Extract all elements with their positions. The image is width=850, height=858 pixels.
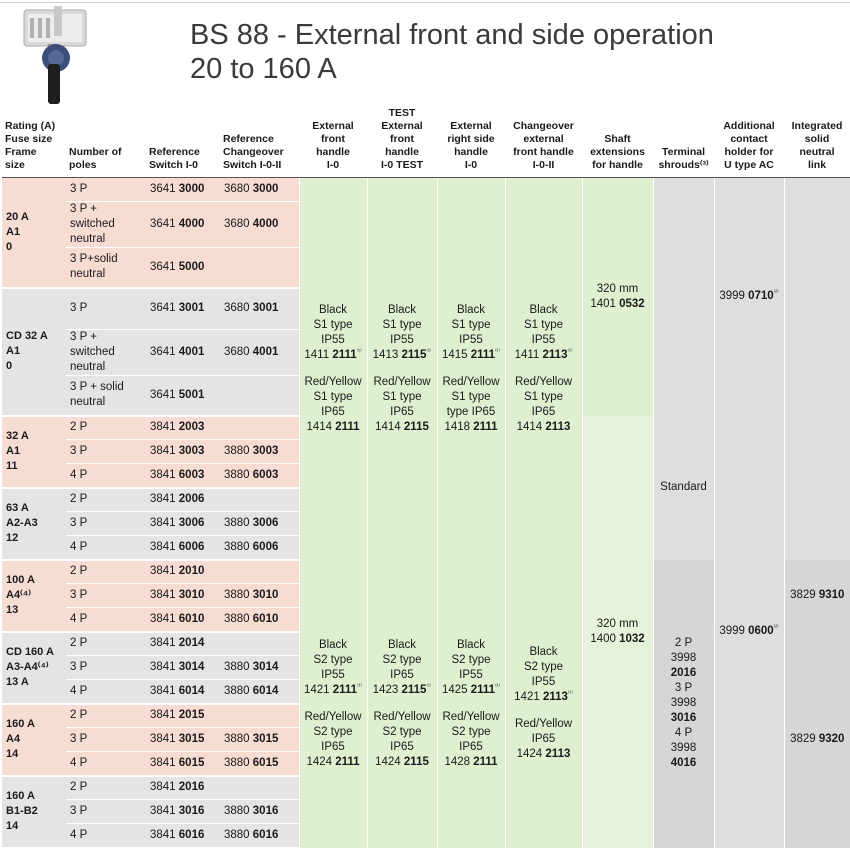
spec-table <box>2 106 850 849</box>
switch-ref-cell: 3641 3001 <box>146 288 220 330</box>
changeover-ref-cell <box>220 560 299 584</box>
rating-cell: CD 160 A A3-A4⁽⁴⁾ 13 A <box>2 632 66 704</box>
changeover-ref-cell: 3680 3000 <box>220 178 299 202</box>
poles-cell: 4 P <box>66 752 146 776</box>
column-header: Reference Switch I-0 <box>146 106 220 178</box>
header-row <box>2 106 850 178</box>
poles-cell: 3 P <box>66 656 146 680</box>
poles-cell: 4 P <box>66 608 146 632</box>
changeover-ref-cell: 3880 3003 <box>220 440 299 464</box>
switch-ref-cell: 3841 2006 <box>146 488 220 512</box>
handle-test-s1: Black S1 type IP55 1413 $2115^{^{(1)}}$ Red/Yellow S1 type IP65 1414 2115 <box>367 178 437 560</box>
switch-ref-cell: 3841 6015 <box>146 752 220 776</box>
changeover-ref-cell <box>220 248 299 288</box>
handle-test-s2: Black S2 type IP65 1423 $2115^{^{(1)}}$ Red/Yellow S2 type IP65 1424 2115 <box>367 560 437 848</box>
switch-ref-cell: 3841 2015 <box>146 704 220 728</box>
switch-ref-cell: 3841 2003 <box>146 416 220 440</box>
changeover-ref-cell: 3880 6006 <box>220 536 299 560</box>
poles-cell: 3 P <box>66 728 146 752</box>
column-header: TEST External front handle I-0 TEST <box>367 106 437 178</box>
neutral-link-a: 3829 9310 <box>784 560 850 632</box>
switch-ref-cell: 3641 5000 <box>146 248 220 288</box>
poles-cell: 3 P <box>66 800 146 824</box>
changeover-ref-cell: 3880 6010 <box>220 608 299 632</box>
changeover-ref-cell: 3680 3001 <box>220 288 299 330</box>
contact-holder-a: 3999 $0710^{^{(2)}}$ <box>714 178 784 416</box>
column-header: Changeover external front handle I-0-II <box>505 106 582 178</box>
changeover-ref-cell: 3880 3016 <box>220 800 299 824</box>
changeover-ref-cell: 3880 3006 <box>220 512 299 536</box>
poles-cell: 4 P <box>66 680 146 704</box>
column-header: External right side handle I-0 <box>437 106 505 178</box>
handle-side-s2: Black S2 type IP55 1425 $2111^{^{(1)}}$ Red/Yellow S2 type IP65 1428 2111 <box>437 560 505 848</box>
column-header: Additional contact holder for U type AC <box>714 106 784 178</box>
column-header: Reference Changeover Switch I-0-II <box>220 106 299 178</box>
rating-cell: 63 A A2-A3 12 <box>2 488 66 560</box>
handle-side-s1: Black S1 type IP55 1415 $2111^{^{(1)}}$ Red/Yellow S1 type type IP65 1418 2111 <box>437 178 505 560</box>
changeover-ref-cell: 3880 3015 <box>220 728 299 752</box>
shrouds-empty <box>653 178 714 416</box>
column-header: External front handle I-0 <box>299 106 367 178</box>
changeover-ref-cell: 3880 3014 <box>220 656 299 680</box>
poles-cell: 3 P <box>66 584 146 608</box>
poles-cell: 4 P <box>66 464 146 488</box>
poles-cell: 3 P + switched neutral <box>66 202 146 248</box>
rating-cell: 32 A A1 11 <box>2 416 66 488</box>
changeover-ref-cell <box>220 488 299 512</box>
handle-front-s1: Black S1 type IP55 1411 $2111^{^{(1)}}$ Red/Yellow S1 type IP65 1414 2111 <box>299 178 367 560</box>
poles-cell: 3 P <box>66 288 146 330</box>
top-rule <box>0 2 850 3</box>
switch-ref-cell: 3841 3016 <box>146 800 220 824</box>
poles-cell: 3 P <box>66 178 146 202</box>
switch-ref-cell: 3841 6010 <box>146 608 220 632</box>
switch-ref-cell: 3841 3003 <box>146 440 220 464</box>
rating-cell: 20 A A1 0 <box>2 178 66 288</box>
switch-ref-cell: 3841 2014 <box>146 632 220 656</box>
switch-ref-cell: 3841 3010 <box>146 584 220 608</box>
changeover-ref-cell: 3880 6016 <box>220 824 299 848</box>
neutral-empty <box>784 178 850 560</box>
changeover-ref-cell: 3880 6003 <box>220 464 299 488</box>
column-header: Number of poles <box>66 106 146 178</box>
title-line-2: 20 to 160 A <box>190 53 337 85</box>
shaft-a: 320 mm 1401 0532 <box>582 178 653 416</box>
handle-changeover-s1: Black S1 type IP55 1411 $2113^{^{(1)}}$ Red/Yellow S1 type IP65 1414 2113 <box>505 178 582 560</box>
title-line-1: BS 88 - External front and side operation <box>190 19 714 51</box>
changeover-ref-cell: 3880 6014 <box>220 680 299 704</box>
switch-ref-cell: 3841 6006 <box>146 536 220 560</box>
switch-ref-cell: 3641 4001 <box>146 330 220 376</box>
poles-cell: 2 P <box>66 632 146 656</box>
switch-ref-cell: 3841 6003 <box>146 464 220 488</box>
changeover-ref-cell <box>220 376 299 416</box>
rating-cell: CD 32 A A1 0 <box>2 288 66 416</box>
poles-cell: 3 P+solid neutral <box>66 248 146 288</box>
poles-cell: 2 P <box>66 704 146 728</box>
contact-holder-b: 3999 $0600^{^{(2)}}$ <box>714 416 784 848</box>
handle-changeover-s2: Black S2 type IP55 1421 $2113^{^{(1)}}$ Red/Yellow IP65 1424 2113 <box>505 560 582 848</box>
poles-cell: 3 P <box>66 440 146 464</box>
changeover-ref-cell: 3880 6015 <box>220 752 299 776</box>
switch-product-photo <box>10 4 98 108</box>
switch-ref-cell: 3841 3006 <box>146 512 220 536</box>
poles-cell: 4 P <box>66 824 146 848</box>
shrouds-standard: Standard <box>653 416 714 560</box>
switch-ref-cell: 3841 2010 <box>146 560 220 584</box>
shrouds-sized: 2 P 3998 2016 3 P 3998 3016 4 P 3998 4016 <box>653 560 714 848</box>
poles-cell: 2 P <box>66 488 146 512</box>
poles-cell: 3 P + solid neutral <box>66 376 146 416</box>
changeover-ref-cell: 3880 3010 <box>220 584 299 608</box>
changeover-ref-cell <box>220 416 299 440</box>
poles-cell: 4 P <box>66 536 146 560</box>
changeover-ref-cell: 3680 4000 <box>220 202 299 248</box>
column-header: Shaft extensions for handle <box>582 106 653 178</box>
poles-cell: 3 P <box>66 512 146 536</box>
switch-ref-cell: 3641 3000 <box>146 178 220 202</box>
switch-ref-cell: 3841 3014 <box>146 656 220 680</box>
shaft-b: 320 mm 1400 1032 <box>582 416 653 848</box>
switch-ref-cell: 3641 5001 <box>146 376 220 416</box>
changeover-ref-cell <box>220 632 299 656</box>
rating-cell: 100 A A4⁽⁴⁾ 13 <box>2 560 66 632</box>
rating-cell: 160 A A4 14 <box>2 704 66 776</box>
poles-cell: 2 P <box>66 560 146 584</box>
neutral-link-b: 3829 9320 <box>784 632 850 848</box>
table-row <box>2 178 850 202</box>
rating-cell: 160 A B1-B2 14 <box>2 776 66 848</box>
page-title <box>190 18 714 86</box>
switch-ref-cell: 3841 6014 <box>146 680 220 704</box>
switch-ref-cell: 3841 6016 <box>146 824 220 848</box>
table-body <box>2 178 850 848</box>
poles-cell: 2 P <box>66 416 146 440</box>
switch-ref-cell: 3841 2016 <box>146 776 220 800</box>
changeover-ref-cell <box>220 704 299 728</box>
switch-ref-cell: 3641 4000 <box>146 202 220 248</box>
poles-cell: 3 P + switched neutral <box>66 330 146 376</box>
switch-ref-cell: 3841 3015 <box>146 728 220 752</box>
column-header: Rating (A) Fuse size Frame size <box>2 106 66 178</box>
changeover-ref-cell: 3680 4001 <box>220 330 299 376</box>
column-header: Terminal shrouds⁽³⁾ <box>653 106 714 178</box>
changeover-ref-cell <box>220 776 299 800</box>
column-header: Integrated solid neutral link <box>784 106 850 178</box>
handle-front-s2: Black S2 type IP55 1421 $2111^{^{(1)}}$ Red/Yellow S2 type IP65 1424 2111 <box>299 560 367 848</box>
poles-cell: 2 P <box>66 776 146 800</box>
